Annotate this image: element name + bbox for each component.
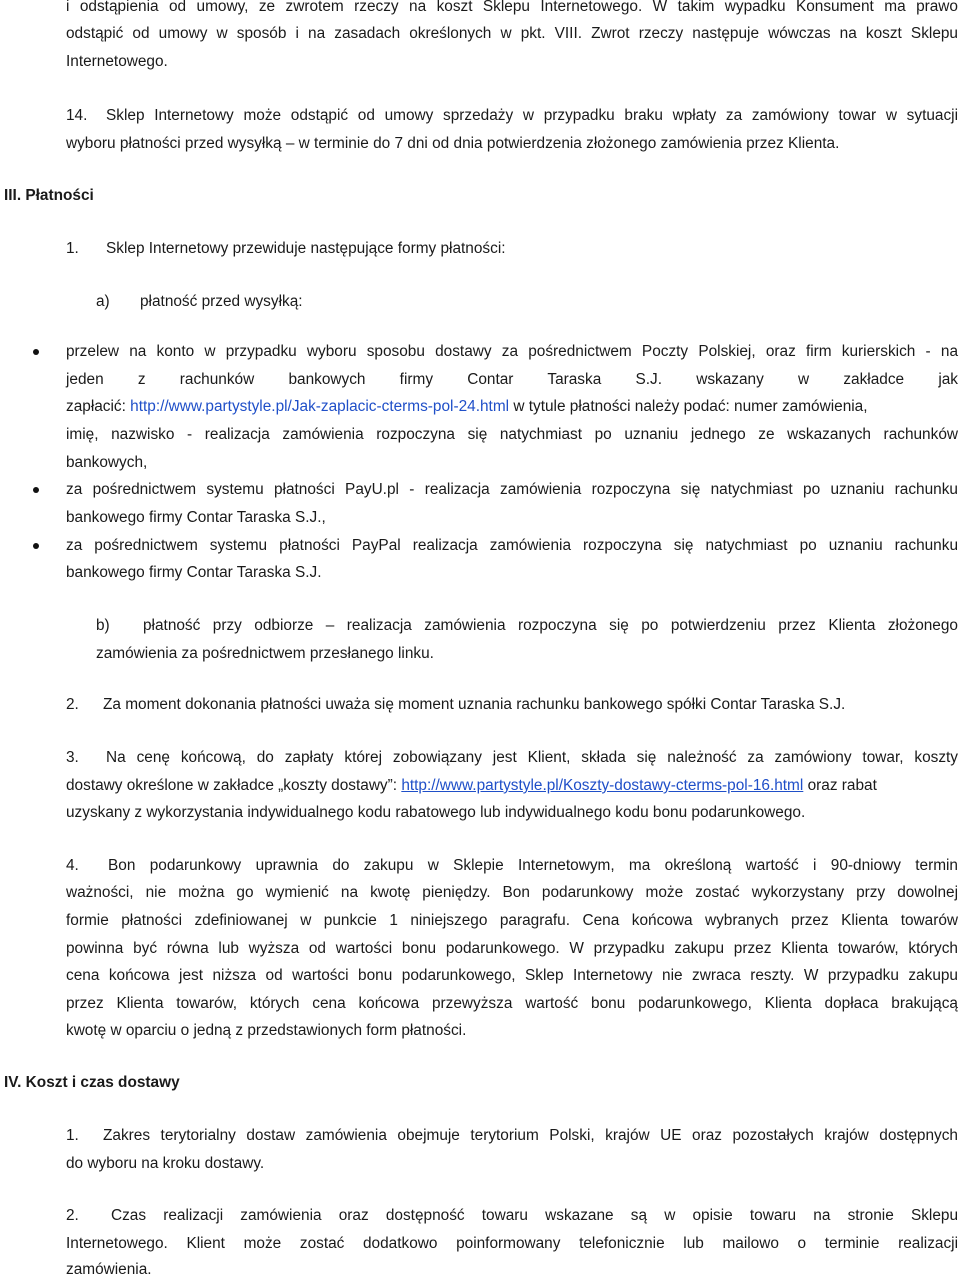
payment-option-a-text: płatność przed wysyłką:: [140, 293, 303, 310]
bullet-3-line-2: bankowego firmy Contar Taraska S.J.: [66, 564, 322, 581]
bullet-1-line-5: bankowych,: [66, 454, 148, 471]
bullet-1-line-2: jeden z rachunków bankowych firmy Contar Taraska S.J. wskazany w zakładce jak: [66, 371, 958, 388]
bullet-3-line-1: za pośrednictwem systemu płatności PayPal realizacja zamówienia rozpoczyna się natychmiast po uznaniu rachunku: [66, 537, 958, 554]
bullet-2-line-1: za pośrednictwem systemu płatności PayU.pl - realizacja zamówienia rozpoczyna się natychmiast po uznaniu rachunku: [66, 481, 958, 498]
payments-item-4-line-2: ważności, nie można go wymienić na kwotę pieniędzy. Bon podarunkowy może zostać wykorzystany przy dowolnej: [66, 884, 958, 901]
delivery-item-1-line-1: Zakres terytorialny dostaw zamówienia obejmuje terytorium Polski, krajów UE oraz pozostałych krajów dostępnych: [103, 1127, 958, 1144]
bullet-1-line-3-prefix: zapłacić:: [66, 398, 131, 415]
payments-item-1-text: Sklep Internetowy przewiduje następujące formy płatności:: [106, 240, 506, 257]
payments-item-4-line-4: powinna być równa lub wyższa od wartości bonu podarunkowego. W przypadku zakupu przez Klienta towarów, których: [66, 940, 958, 957]
delivery-item-2-line-2: Internetowego. Klient może zostać dodatkowo poinformowany telefonicznie lub mailowo o terminie realizacji: [66, 1235, 958, 1252]
payments-item-2-number: 2.: [66, 696, 79, 713]
delivery-item-2-number: 2.: [66, 1207, 79, 1224]
bullet-1-line-4: imię, nazwisko - realizacja zamówienia rozpoczyna się natychmiast po uznaniu jednego ze wskazanych rachunków: [66, 426, 958, 443]
point-14-line-1: Sklep Internetowy może odstąpić od umowy sprzedaży w przypadku braku wpłaty za zamówiony towar w sytuacji: [106, 107, 958, 124]
bullet-1-line-3: [66, 398, 868, 416]
bullet-icon: [33, 487, 39, 493]
payments-item-3-line-1: Na cenę końcową, do zapłaty której zobowiązany jest Klient, składa się należność za zamówiony towar, koszty: [106, 749, 958, 766]
payments-item-4-number: 4.: [66, 857, 79, 874]
section-4-title: IV. Koszt i czas dostawy: [4, 1074, 180, 1091]
payment-option-b-line-2: zamówienia za pośrednictwem przesłanego linku.: [96, 645, 434, 662]
payments-item-3-line-2-prefix: dostawy określone w zakładce „koszty dostawy”:: [66, 777, 402, 794]
payment-option-b-line-1: płatność przy odbiorze – realizacja zamówienia rozpoczyna się po potwierdzeniu przez Klienta złożonego: [143, 617, 958, 634]
payment-option-b-label: b): [96, 617, 110, 634]
intro-line-3: Internetowego.: [66, 53, 168, 70]
payments-item-3-line-2: [66, 777, 877, 795]
payments-item-4-line-6: przez Klienta towarów, których cena końcowa przewyższa wartość bonu podarunkowego, Klienta dopłaca brakującą: [66, 995, 958, 1012]
point-14-line-2: wyboru płatności przed wysyłką – w terminie do 7 dni od dnia potwierdzenia złożonego zamówienia przez Klienta.: [66, 135, 840, 152]
payments-item-3-line-3: uzyskany z wykorzystania indywidualnego kodu rabatowego lub indywidualnego kodu bonu podarunkowego.: [66, 804, 806, 821]
intro-line-1: i odstąpienia od umowy, ze zwrotem rzeczy na koszt Sklepu Internetowego. W takim wypadku Konsument ma prawo: [66, 0, 958, 15]
bullet-2-line-2: bankowego firmy Contar Taraska S.J.,: [66, 509, 326, 526]
bullet-1-line-1: przelew na konto w przypadku wyboru sposobu dostawy za pośrednictwem Poczty Polskiej, oraz firm kurierskich - na: [66, 343, 958, 360]
payments-item-4-line-3: formie płatności zdefiniowanej w punkcie 1 niniejszego paragrafu. Cena końcowa wybranych przez Klienta towarów: [66, 912, 958, 929]
delivery-item-2-line-3: zamówienia.: [66, 1261, 152, 1278]
intro-line-2: odstąpić od umowy w sposób i na zasadach określonych w pkt. VIII. Zwrot rzeczy następuje wówczas na koszt Sklepu: [66, 25, 958, 42]
bullet-1-line-3-suffix: w tytule płatności należy podać: numer zamówienia,: [509, 398, 868, 415]
payments-item-1-number: 1.: [66, 240, 79, 257]
payment-option-a-label: a): [96, 293, 110, 310]
delivery-item-1-number: 1.: [66, 1127, 79, 1144]
payment-info-link[interactable]: http://www.partystyle.pl/Jak-zaplacic-cterms-pol-24.html: [130, 398, 510, 415]
delivery-costs-link[interactable]: http://www.partystyle.pl/Koszty-dostawy-cterms-pol-16.html: [401, 777, 804, 794]
delivery-item-2-line-1: Czas realizacji zamówienia oraz dostępność towaru wskazane są w opisie towaru na stronie Sklepu: [111, 1207, 958, 1224]
payments-item-4-line-7: kwotę w oparciu o jedną z przedstawionych form płatności.: [66, 1022, 467, 1039]
point-14-number: 14.: [66, 107, 88, 124]
payments-item-3-line-2-suffix: oraz rabat: [803, 777, 877, 794]
bullet-icon: [33, 349, 39, 355]
payments-item-2-text: Za moment dokonania płatności uważa się moment uznania rachunku bankowego spółki Contar Taraska S.J.: [103, 696, 846, 713]
section-3-title: III. Płatności: [4, 187, 94, 204]
delivery-item-1-line-2: do wyboru na kroku dostawy.: [66, 1155, 265, 1172]
payments-item-4-line-5: cena końcowa jest niższa od wartości bonu podarunkowego, Sklep Internetowy nie zwraca reszty. W przypadku zakupu: [66, 967, 958, 984]
payments-item-4-line-1: Bon podarunkowy uprawnia do zakupu w Sklepie Internetowym, ma określoną wartość i 90-dniowy termin: [108, 857, 958, 874]
payments-item-3-number: 3.: [66, 749, 79, 766]
bullet-icon: [33, 543, 39, 549]
